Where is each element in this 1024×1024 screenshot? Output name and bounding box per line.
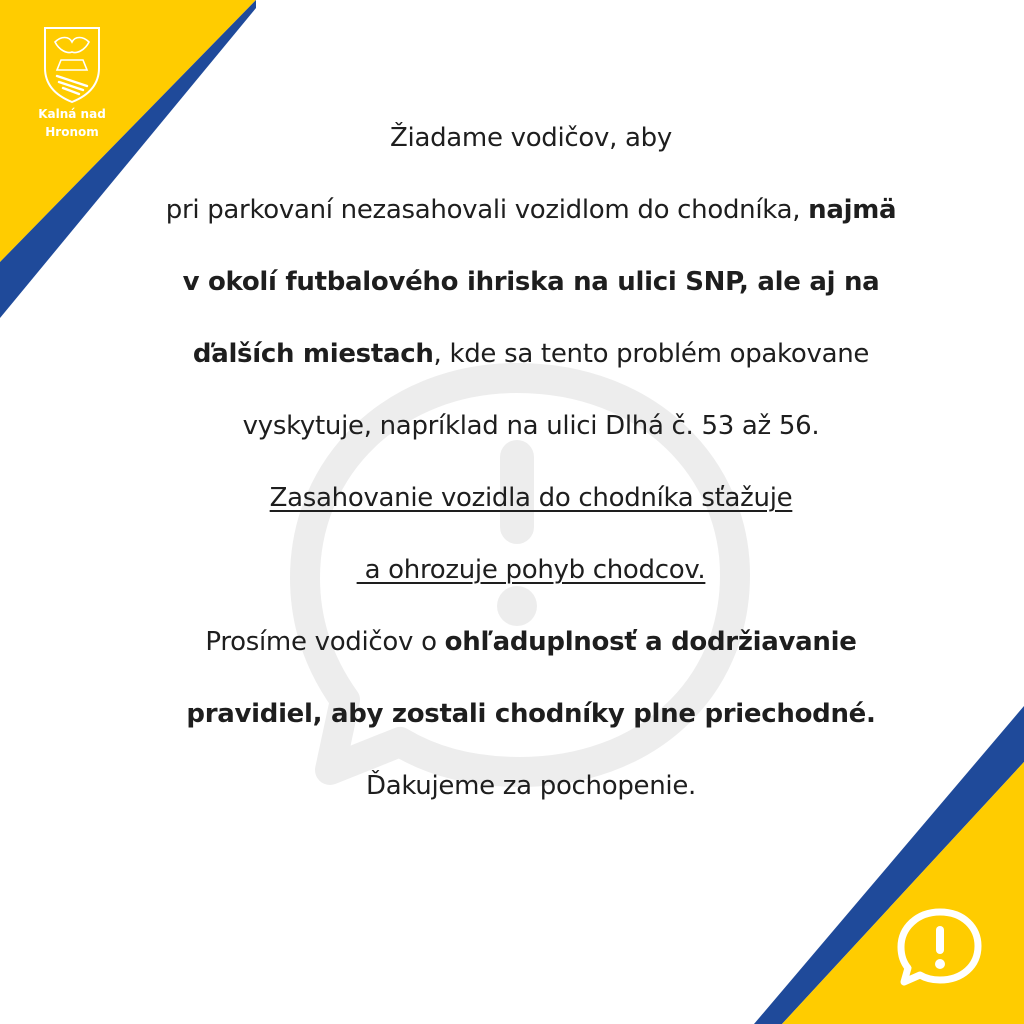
notice-line-7: a ohrozuje pohyb chodcov. xyxy=(356,555,706,585)
notice-line-10: Ďakujeme za pochopenie. xyxy=(366,771,696,801)
notice-line-8: Prosíme vodičov o ohľaduplnosť a dodržiavanie xyxy=(205,627,857,657)
notice-line-3: v okolí futbalového ihriska na ulici SNP, ale aj na xyxy=(182,267,880,297)
logo-name-line1: Kalná nad xyxy=(38,107,106,121)
notice-line-4: ďalších miestach, kde sa tento problém opakovane xyxy=(192,339,870,369)
corner-exclamation-icon xyxy=(890,900,990,1000)
logo-name-line2: Hronom xyxy=(45,125,99,139)
notice-line-1: Žiadame vodičov, aby xyxy=(390,123,672,153)
notice-line-6: Zasahovanie vozidla do chodníka sťažuje xyxy=(269,483,793,513)
notice-line-9: pravidiel, aby zostali chodníky plne priechodné. xyxy=(186,699,876,729)
notice-line-2: pri parkovaní nezasahovali vozidlom do chodníka, najmä xyxy=(165,195,897,225)
crest-icon xyxy=(41,24,103,104)
notice-line-5: vyskytuje, napríklad na ulici Dlhá č. 53 až 56. xyxy=(242,411,820,441)
notice-text xyxy=(100,102,962,822)
